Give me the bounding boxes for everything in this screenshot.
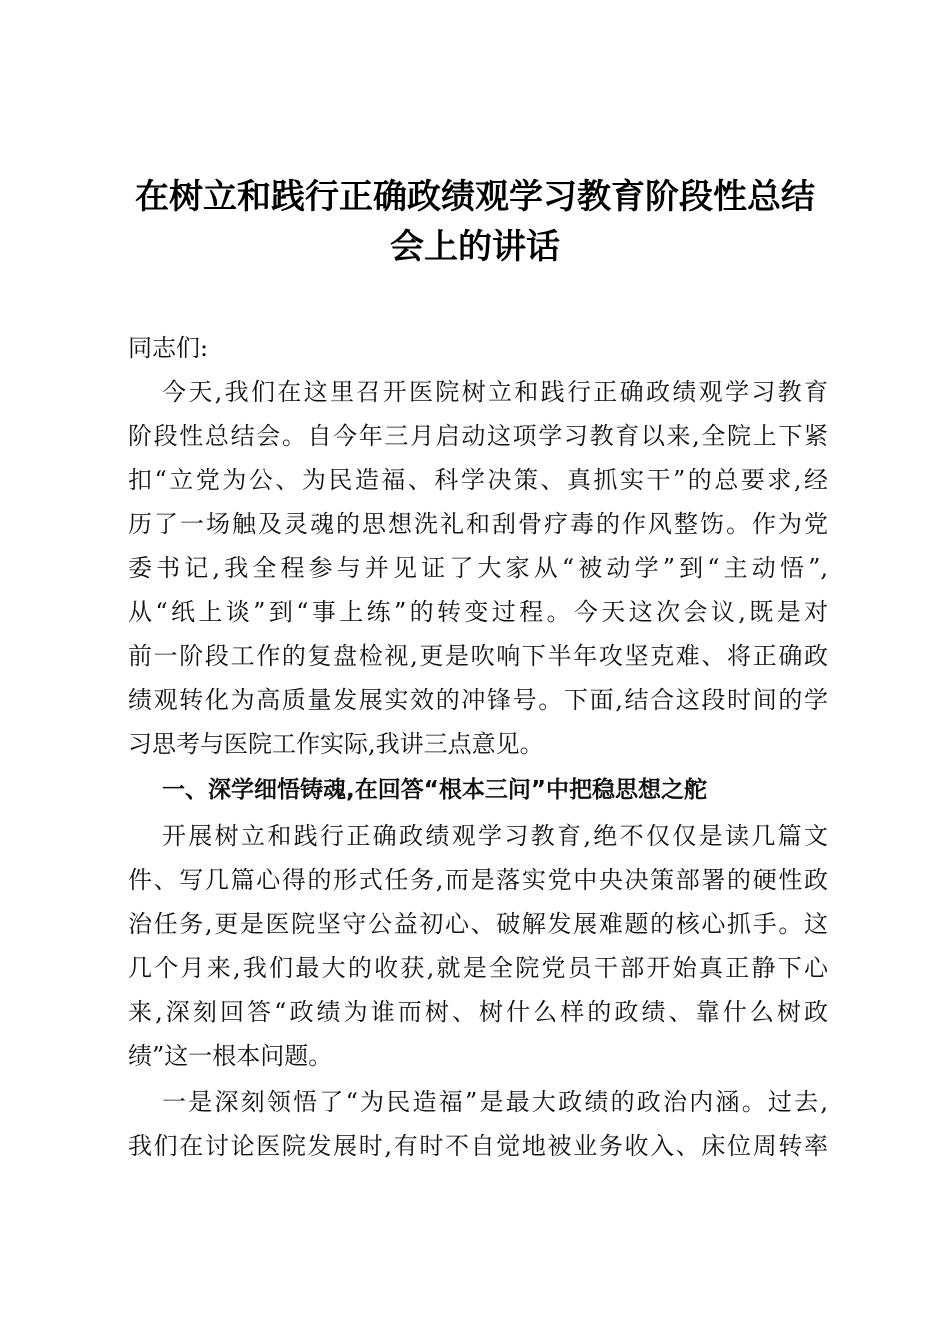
paragraph-1-line: 前一阶段工作的复盘检视,更是吹响下半年攻坚克难、将正确政 — [128, 642, 828, 670]
paragraph-1-line: 今天,我们在这里召开医院树立和践行正确政绩观学习教育 — [162, 378, 828, 406]
paragraph-3-line: 一是深刻领悟了“为民造福”是最大政绩的政治内涵。过去, — [162, 1088, 828, 1116]
paragraph-1-line: 委书记,我全程参与并见证了大家从“被动学”到“主动悟”, — [128, 554, 828, 582]
document-title-line-2: 会上的讲话 — [390, 227, 560, 267]
paragraph-1-line: 习思考与医院工作实际,我讲三点意见。 — [128, 730, 544, 758]
paragraph-1-line: 绩观转化为高质量发展实效的冲锋号。下面,结合这段时间的学 — [128, 686, 828, 714]
paragraph-1-line: 从“纸上谈”到“事上练”的转变过程。今天这次会议,既是对 — [128, 598, 828, 626]
paragraph-2-line: 开展树立和践行正确政绩观学习教育,绝不仅仅是读几篇文 — [162, 822, 828, 850]
salutation: 同志们: — [128, 334, 209, 362]
paragraph-2-line: 几个月来,我们最大的收获,就是全院党员干部开始真正静下心 — [128, 954, 828, 982]
paragraph-1-line: 历了一场触及灵魂的思想洗礼和刮骨疗毒的作风整饬。作为党 — [128, 510, 828, 538]
paragraph-2-line: 治任务,更是医院坚守公益初心、破解发展难题的核心抓手。这 — [128, 910, 828, 938]
paragraph-1-line: 阶段性总结会。自今年三月启动这项学习教育以来,全院上下紧 — [128, 422, 828, 450]
paragraph-2-line: 件、写几篇心得的形式任务,而是落实党中央决策部署的硬性政 — [128, 866, 828, 894]
paragraph-2-line: 来,深刻回答“政绩为谁而树、树什么样的政绩、靠什么树政 — [128, 998, 828, 1026]
document-title-line-1: 在树立和践行正确政绩观学习教育阶段性总结 — [135, 177, 815, 217]
paragraph-1-line: 扣“立党为公、为民造福、科学决策、真抓实干”的总要求,经 — [128, 466, 828, 494]
section-heading-1: 一、深学细悟铸魂,在回答“根本三问”中把稳思想之舵 — [162, 777, 707, 803]
paragraph-2-line: 绩”这一根本问题。 — [128, 1042, 333, 1070]
paragraph-3-line: 我们在讨论医院发展时,有时不自觉地被业务收入、床位周转率 — [128, 1132, 828, 1160]
